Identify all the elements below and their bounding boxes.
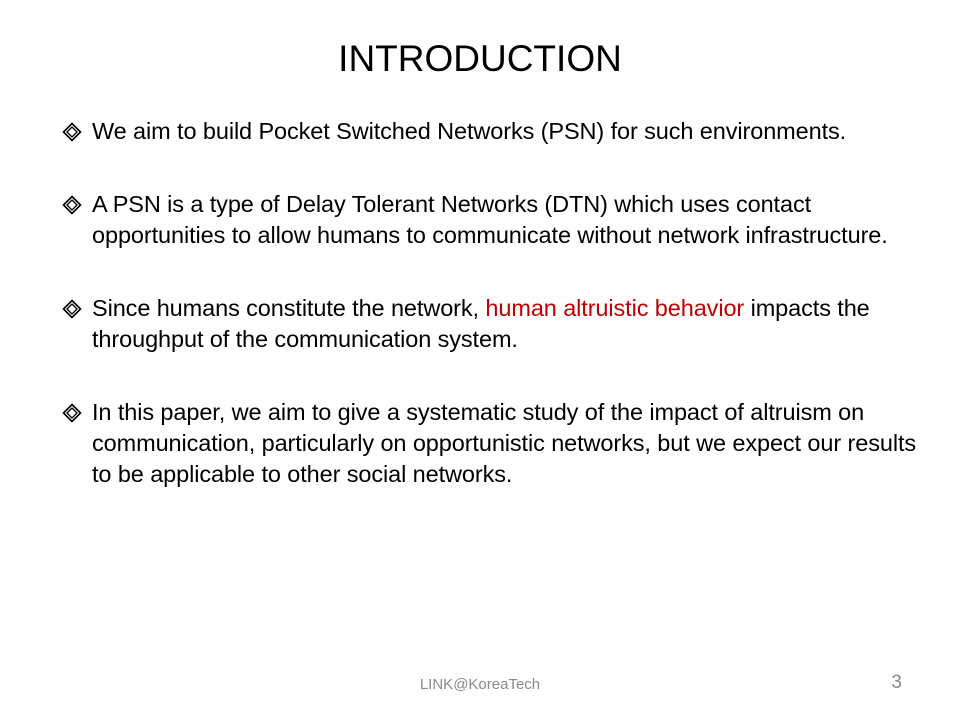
diamond-outline-icon (62, 116, 92, 147)
bullet-text: We aim to build Pocket Switched Networks (PSN) for such environments. (92, 118, 847, 144)
diamond-outline-icon (62, 397, 92, 428)
bullet-item (62, 189, 922, 251)
slide-title: INTRODUCTION (338, 38, 622, 79)
page-number: 3 (891, 672, 902, 693)
bullet-item (62, 293, 922, 355)
footer-organization: LINK@KoreaTech (419, 676, 541, 693)
bullet-item (62, 397, 922, 490)
bullet-list (62, 116, 922, 490)
diamond-outline-icon (62, 189, 92, 220)
bullet-text: A PSN is a type of Delay Tolerant Networks (DTN) which uses contact opportunities to allow humans to communicate without network infrastructure. (92, 191, 888, 248)
bullet-item (62, 116, 922, 147)
diamond-outline-icon (62, 293, 92, 324)
bullet-text: In this paper, we aim to give a systematic study of the impact of altruism on communication, particularly on opportunistic networks, but we expect our results to be applicable to other social networks. (92, 399, 917, 487)
bullet-text-after: impacts the throughput of the communication system. (92, 295, 870, 352)
highlighted-phrase: human altruistic behavior (485, 295, 745, 321)
bullet-text-before: Since humans constitute the network, (92, 295, 486, 321)
bullet-text (92, 293, 922, 355)
